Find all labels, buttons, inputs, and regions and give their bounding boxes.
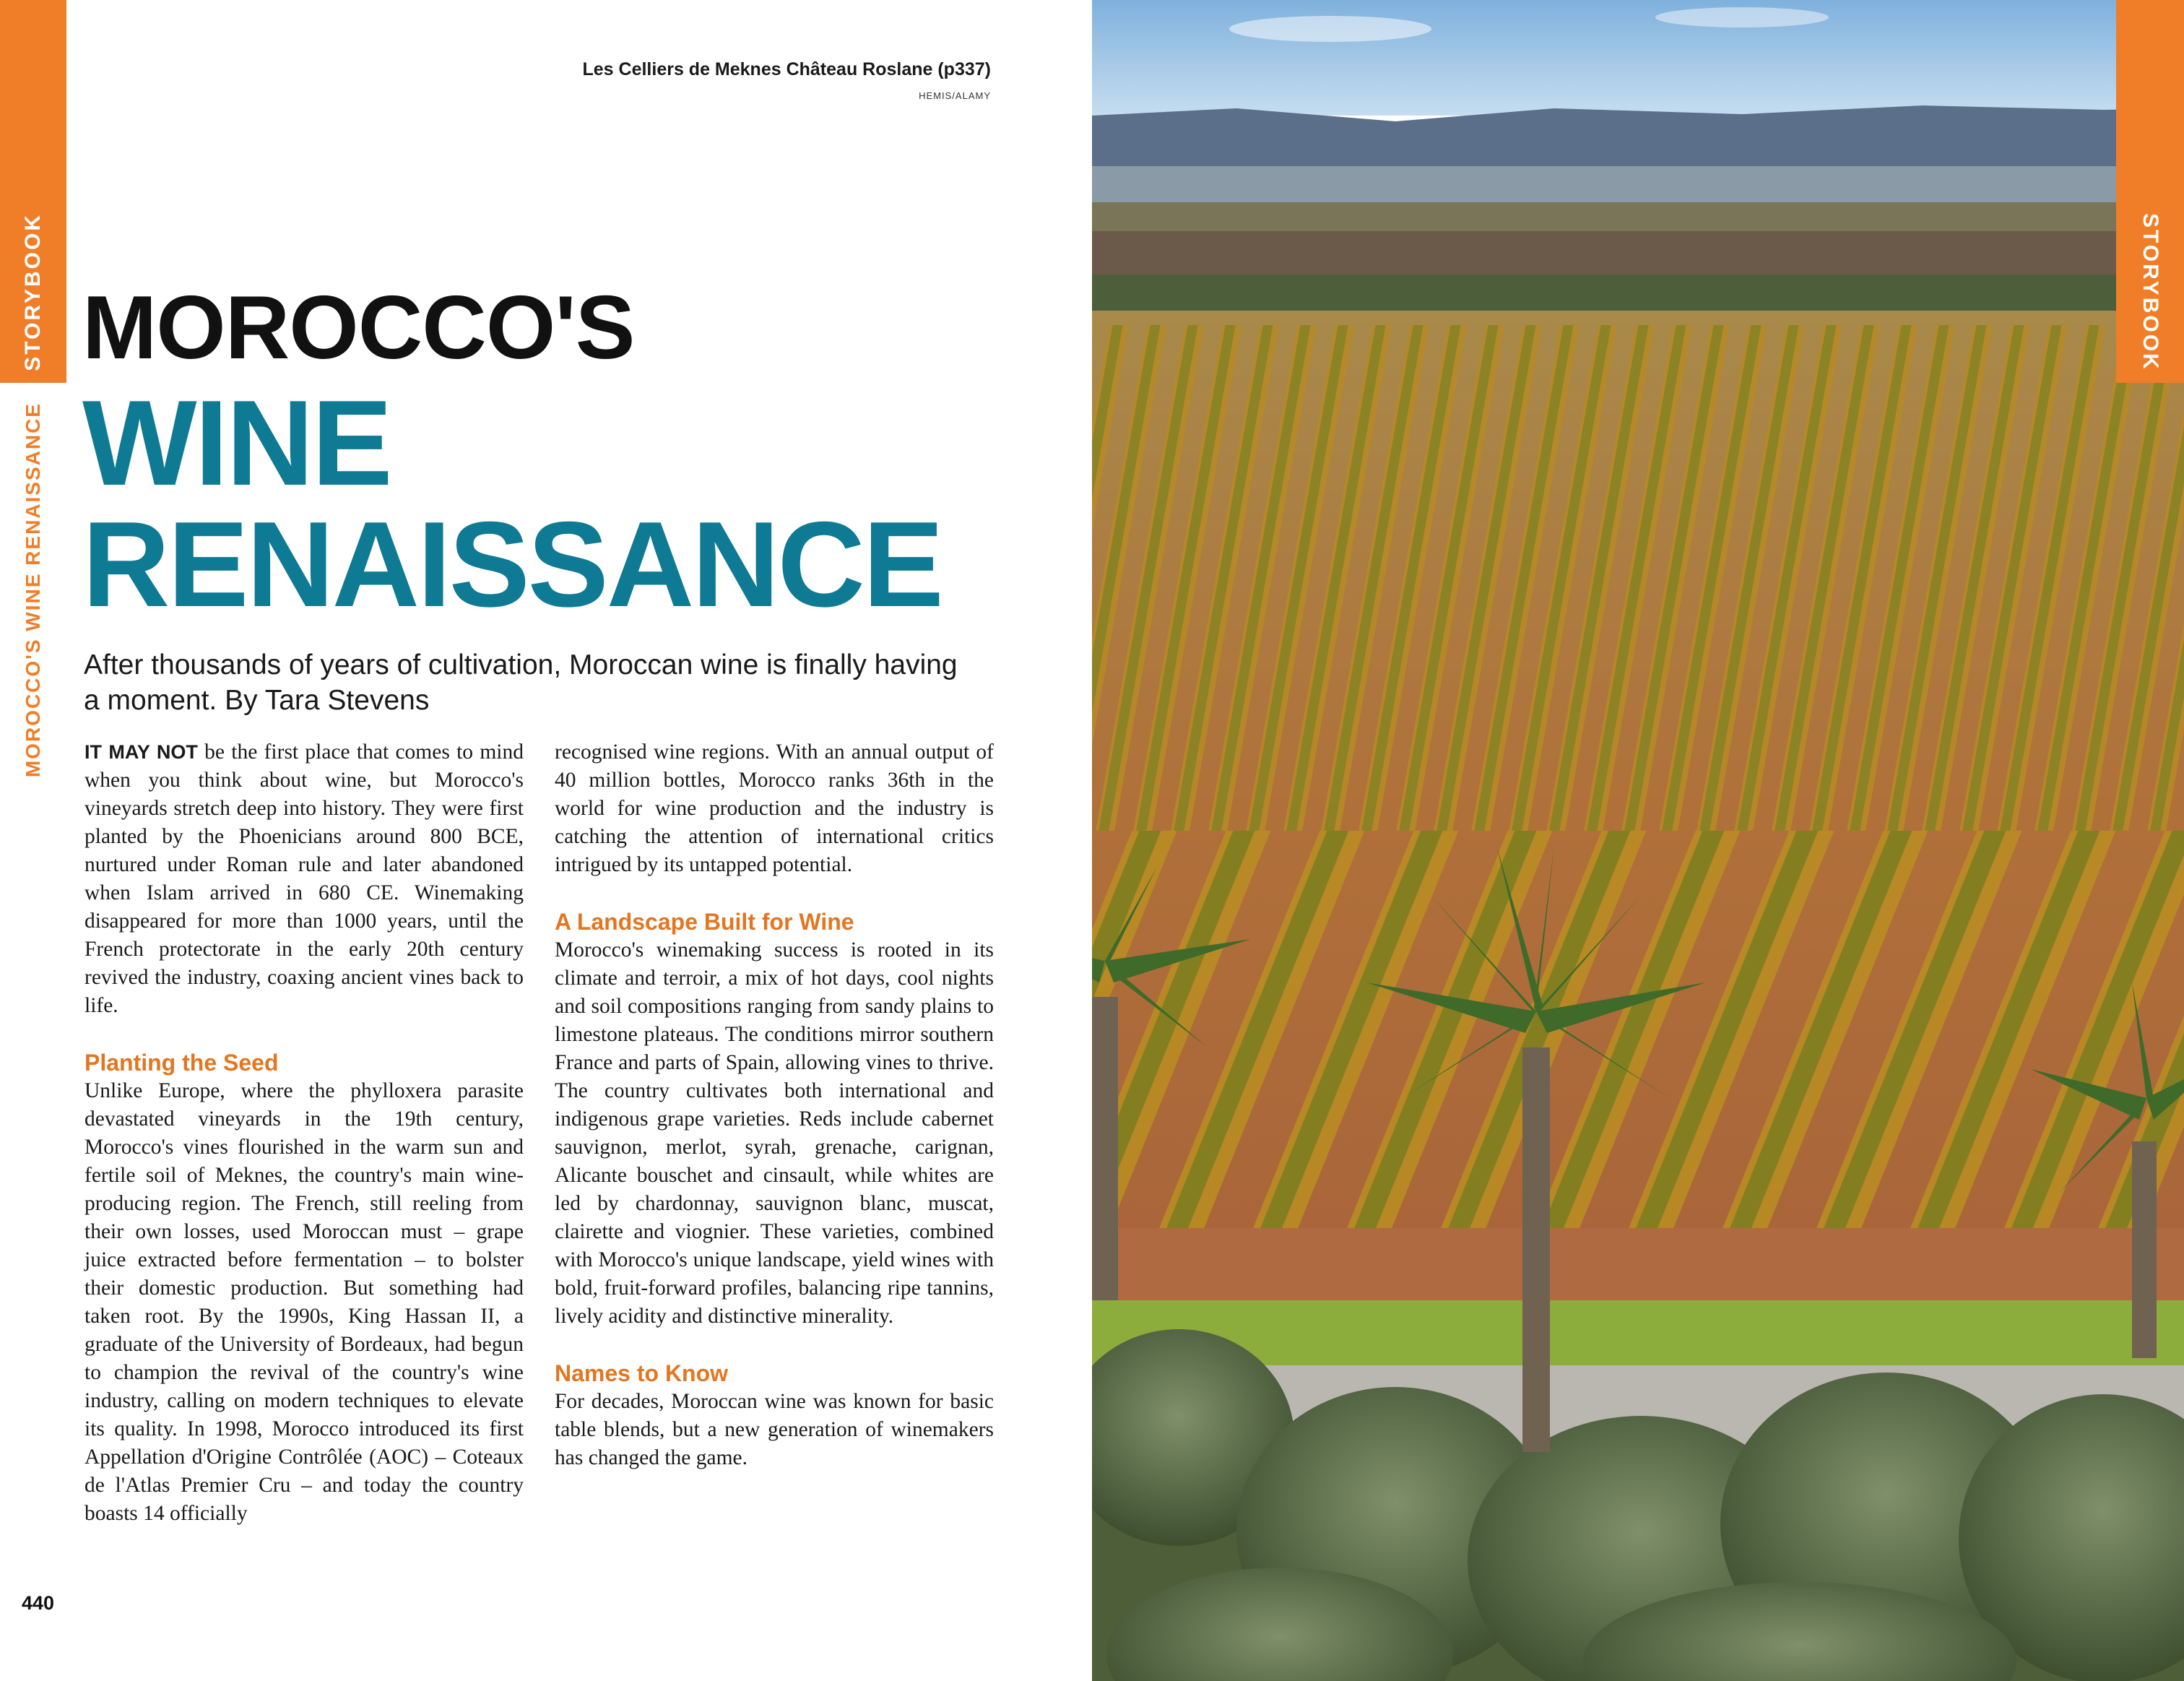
caption-title: Les Celliers de Meknes Château Roslane (p337) xyxy=(582,59,991,79)
headline-line-1: MOROCCO'S xyxy=(82,278,635,378)
body-column-2 xyxy=(555,738,994,1472)
photo-caption xyxy=(583,59,992,101)
body-paragraph: For decades, Moroccan wine was known for basic table blends, but a new generation of winemakers has changed the game. xyxy=(555,1390,994,1469)
section-tab-label-right: STORYBOOK xyxy=(2138,213,2162,371)
running-title xyxy=(19,402,48,777)
lead-in: IT MAY NOT xyxy=(84,741,198,763)
section-tab-label: STORYBOOK xyxy=(21,213,45,371)
subhead-names-to-know: Names to Know xyxy=(555,1360,729,1386)
body-paragraph: IT MAY NOT be the first place that comes to mind when you think about wine, but Morocco's vineyards stretch deep into history. They were first planted by the Phoenicians around 800 BCE, nurtured under Roman rule and later abandoned when Islam arrived in 680 CE. Winemaking disappeared for more than 1000 years, until the French protectorate in the early 20th century revived the industry, coaxing ancient vines back to life. xyxy=(84,740,524,1017)
page-number: 440 xyxy=(22,1592,55,1614)
body-paragraph: recognised wine regions. With an annual output of 40 million bottles, Morocco ranks 36th in the world for wine production and the industry is catching the attention of international critics intrigued by its untapped potential. xyxy=(555,740,994,876)
body-paragraph: Morocco's winemaking success is rooted in its climate and terroir, a mix of hot days, cool nights and soil compositions ranging from sandy plains to limestone plateaus. The conditions mirror southern France and parts of Spain, allowing vines to thrive. The country cultivates both international and indigenous grape varieties. Reds include cabernet sauvignon, merlot, syrah, grenache, carignan, Alicante bouschet and cinsault, while whites are led by chardonnay, sauvignon blanc, muscat, clairette and viognier. These varieties, combined with Morocco's unique landscape, yield wines with bold, fruit-forward profiles, balancing ripe tannins, lively acidity and distinctive minerality. xyxy=(555,938,994,1328)
vineyard-photo xyxy=(1092,0,2184,1681)
subhead-planting-the-seed: Planting the Seed xyxy=(84,1050,279,1076)
headline-line-2: WINE xyxy=(82,375,391,511)
running-title-text: MOROCCO'S WINE RENAISSANCE xyxy=(22,402,44,777)
standfirst: After thousands of years of cultivation, Moroccan wine is finally having a moment. By Tara Stevens xyxy=(84,649,958,716)
body-paragraph: Unlike Europe, where the phylloxera parasite devastated vineyards in the 19th century, Morocco's vines flourished in the warm sun and fertile soil of Meknes, the country's main wine-producing region. The French, still reeling from their own losses, used Moroccan must – grape juice extracted before fermentation – to bolster their domestic production. But something had taken root. By the 1990s, King Hassan II, a graduate of the University of Bordeaux, had begun to champion the revival of the country's wine industry, calling on modern techniques to elevate its quality. In 1998, Morocco introduced its first Appellation d'Origine Contrôlée (AOC) – Coteaux de l'Atlas Premier Cru – and today the country boasts 14 officially xyxy=(84,1079,524,1525)
article-headline xyxy=(82,278,942,633)
body-column-1 xyxy=(84,738,524,1528)
headline-line-3: RENAISSANCE xyxy=(82,496,942,633)
section-tab xyxy=(0,0,66,383)
subhead-landscape: A Landscape Built for Wine xyxy=(555,909,854,935)
section-tab-right xyxy=(2116,0,2184,383)
right-page xyxy=(1092,0,2184,1681)
photo-credit: HEMIS/ALAMY xyxy=(919,90,991,101)
